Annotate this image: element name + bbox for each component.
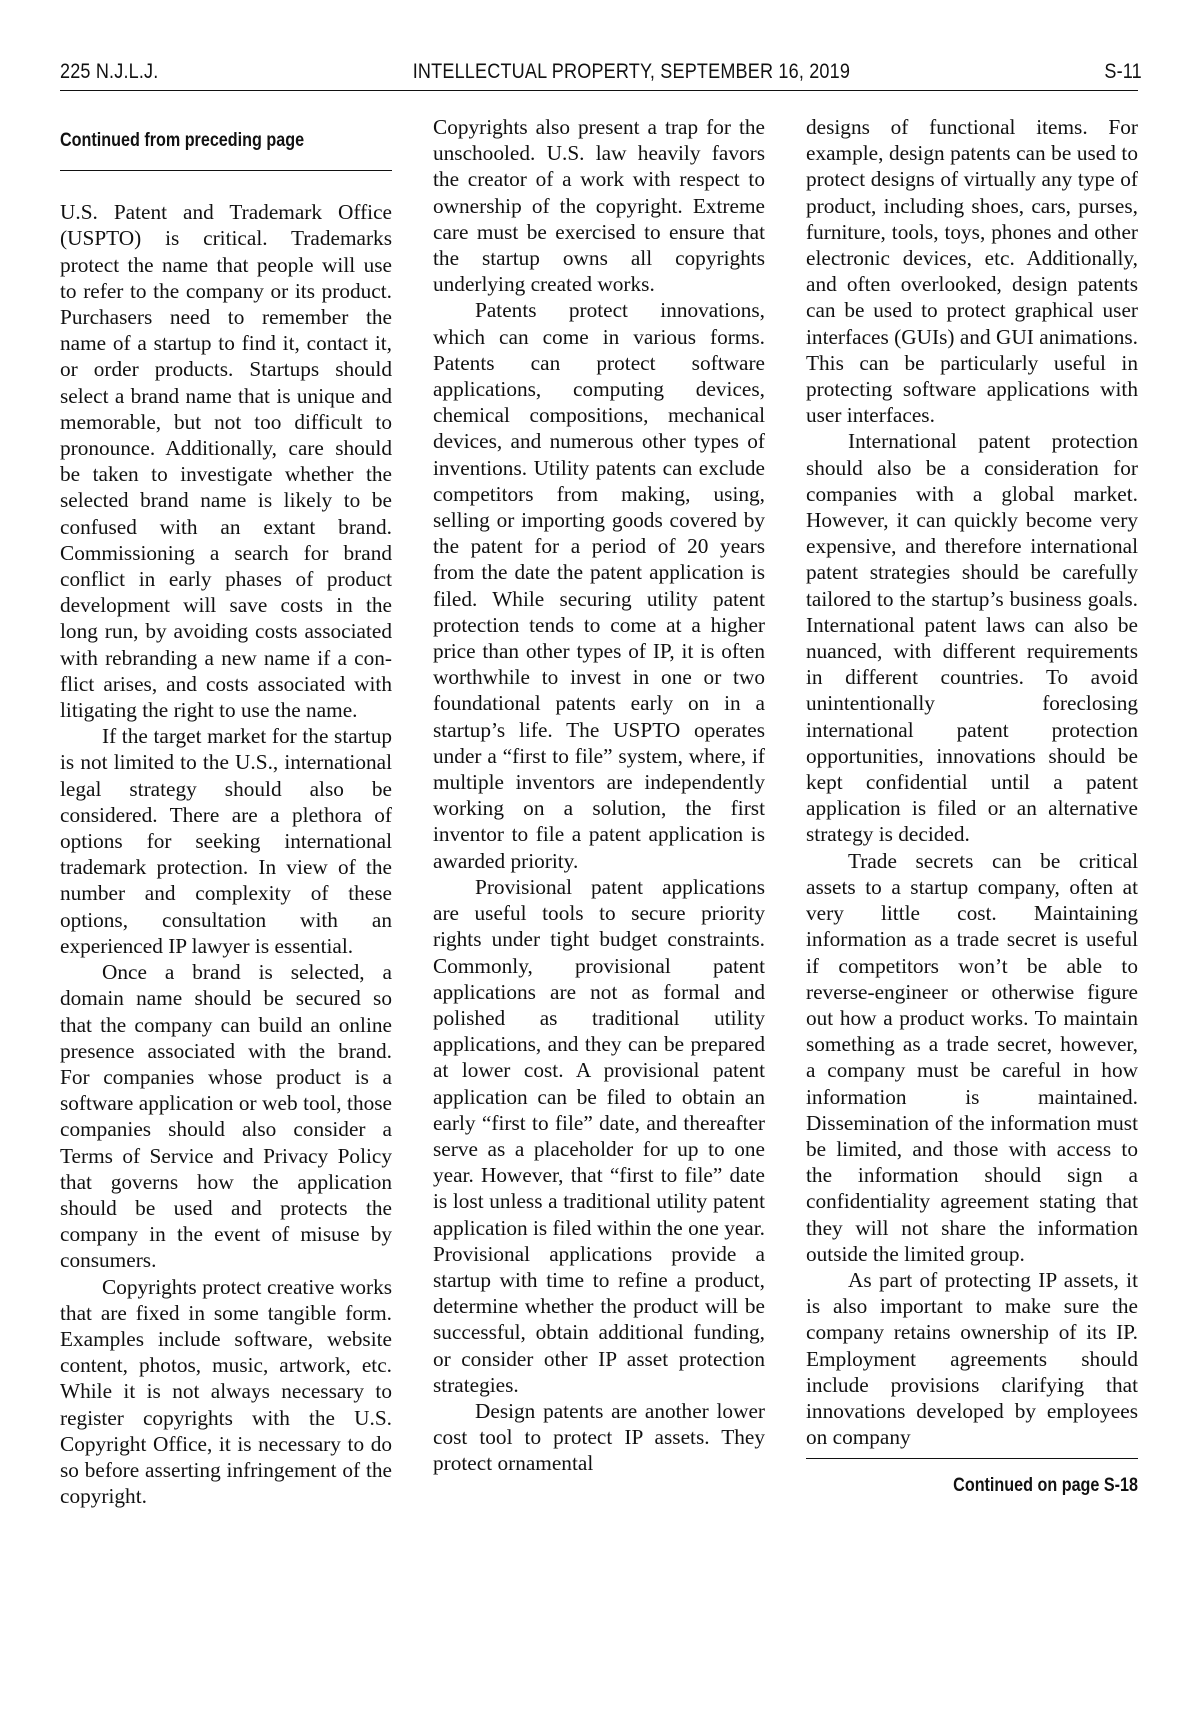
continued-from-label: Continued from preceding page bbox=[60, 130, 305, 151]
paragraph: designs of functional items. For example, design patents can be used to protect designs of virtually any type of product, including shoes, cars, purses, furniture, tools, toys, phones and other electronic devices, etc. Additionally, and often overlooked, design patents can be used to protect graphical user interfaces (GUIs) and GUI animations. This can be particularly useful in protecting software applications with user interfaces. bbox=[806, 115, 1138, 428]
volume-citation: 225 N.J.L.J. bbox=[60, 60, 159, 83]
section-title: INTELLECTUAL PROPERTY, SEPTEMBER 16, 2019 bbox=[412, 60, 851, 83]
paragraph: If the target market for the startup is not limited to the U.S., international legal strategy should also be considered. There are a plethora of options for seeking international trademark protection. In view of the number and complexity of these options, consultation with an experienced IP lawyer is essential. bbox=[60, 724, 392, 958]
running-header bbox=[60, 60, 1142, 84]
paragraph: Provisional patent applications are useful tools to secure priority rights under tight budget constraints. Commonly, provisional patent applications are not as formal and polished as traditional utility applications, and they can be prepared at lower cost. A provisional patent application can be filed to obtain an early “first to file” date, and thereafter serve as a placeholder for up to one year. However, that “first to file” date is lost unless a traditional utility patent application is filed within the one year. Provisional applications provide a startup with time to refine a product, determine whether the product will be successful, obtain additional funding, or consider other IP asset protection strategies. bbox=[433, 874, 765, 1397]
paragraph: Once a brand is selected, a domain name should be secured so that the company can build an online presence associated with the brand. For companies whose product is a software application or web tool, those companies should also consider a Terms of Service and Privacy Policy that governs how the application should be used and protects the company in the event of misuse by consumers. bbox=[60, 960, 392, 1273]
paragraph: Design patents are another lower cost tool to protect IP assets. They protect ornamental bbox=[433, 1398, 765, 1476]
paragraph: Copyrights protect creative works that are fixed in some tangible form. Examples include software, website content, photos, music, artwork, etc. While it is not always necessary to register copyrights with the U.S. Copyright Office, it is necessary to do so before asserting infringement of the copyright. bbox=[60, 1274, 392, 1509]
column-2 bbox=[433, 114, 765, 1509]
paragraph: U.S. Patent and Trademark Office (USPTO) is critical. Trademarks protect the name that people will use to refer to the company or its product. Purchasers need to remember the name of a startup to find it, contact it, or order products. Startups should select a brand name that is unique and memorable, but not too difficult to pronounce. Additionally, care should be taken to investigate whether the selected brand name is likely to be confused with an extant brand. Commissioning a search for brand conflict in early phases of product development will save costs in the long run, by avoiding costs associated with rebranding a new name if a conflict arises, and costs associated with litigating the right to use the name. bbox=[60, 200, 392, 723]
page-number: S-11 bbox=[1104, 60, 1142, 83]
paragraph: As part of protecting IP assets, it is also important to make sure the company retains ownership of its IP. Employment agreements should include provisions clarifying that innovations developed by employees on company bbox=[806, 1267, 1138, 1450]
paragraph: Copyrights also present a trap for the unschooled. U.S. law heavily favors the creator of a work with respect to ownership of the copyright. Extreme care must be exercised to ensure that the startup owns all copyrights underlying created works. bbox=[433, 115, 765, 297]
paragraph: International patent protection should also be a consideration for companies with a global market. However, it can quickly become very expensive, and therefore international patent strategies should be carefully tailored to the startup’s business goals. International patent laws can also be nuanced, with different requirements in different countries. To avoid unintentionally foreclosing international patent protection opportunities, innovations should be kept confidential until a patent application is filed or an alternative strategy is decided. bbox=[806, 429, 1138, 847]
paragraph: Trade secrets can be critical assets to a startup company, often at very little cost. Maintaining information as a trade secret is useful if competitors won’t be able to reverse-engineer or otherwise figure out how a product works. To maintain something as a trade secret, however, a company must be careful in how information is maintained. Dissemination of the information must be limited, and those with access to the information should sign a confidentiality agreement stating that they will not share the information outside the limited group. bbox=[806, 848, 1138, 1266]
column-3 bbox=[806, 114, 1138, 1509]
label-rule bbox=[60, 170, 392, 171]
header-rule bbox=[60, 90, 1138, 91]
jump-rule bbox=[806, 1458, 1138, 1459]
paragraph: Patents protect innovations, which can come in various forms. Patents can protect software applications, computing devices, chemical compositions, mechanical devices, and numerous other types of inventions. Utility patents can exclude competitors from making, using, selling or importing goods covered by the patent for a period of 20 years from the date the patent application is filed. While securing utility patent protection tends to come at a higher price than other types of IP, it is often worthwhile to invest in one or two foundational patents early on in a startup’s life. The USPTO operates under a “first to file” system, where, if multiple inventors are independently working on a solution, the first inventor to file a patent application is awarded priority. bbox=[433, 298, 765, 873]
article-columns bbox=[60, 114, 1138, 1509]
column-1 bbox=[60, 114, 392, 1509]
continued-on-label: Continued on page S-18 bbox=[953, 1475, 1138, 1497]
